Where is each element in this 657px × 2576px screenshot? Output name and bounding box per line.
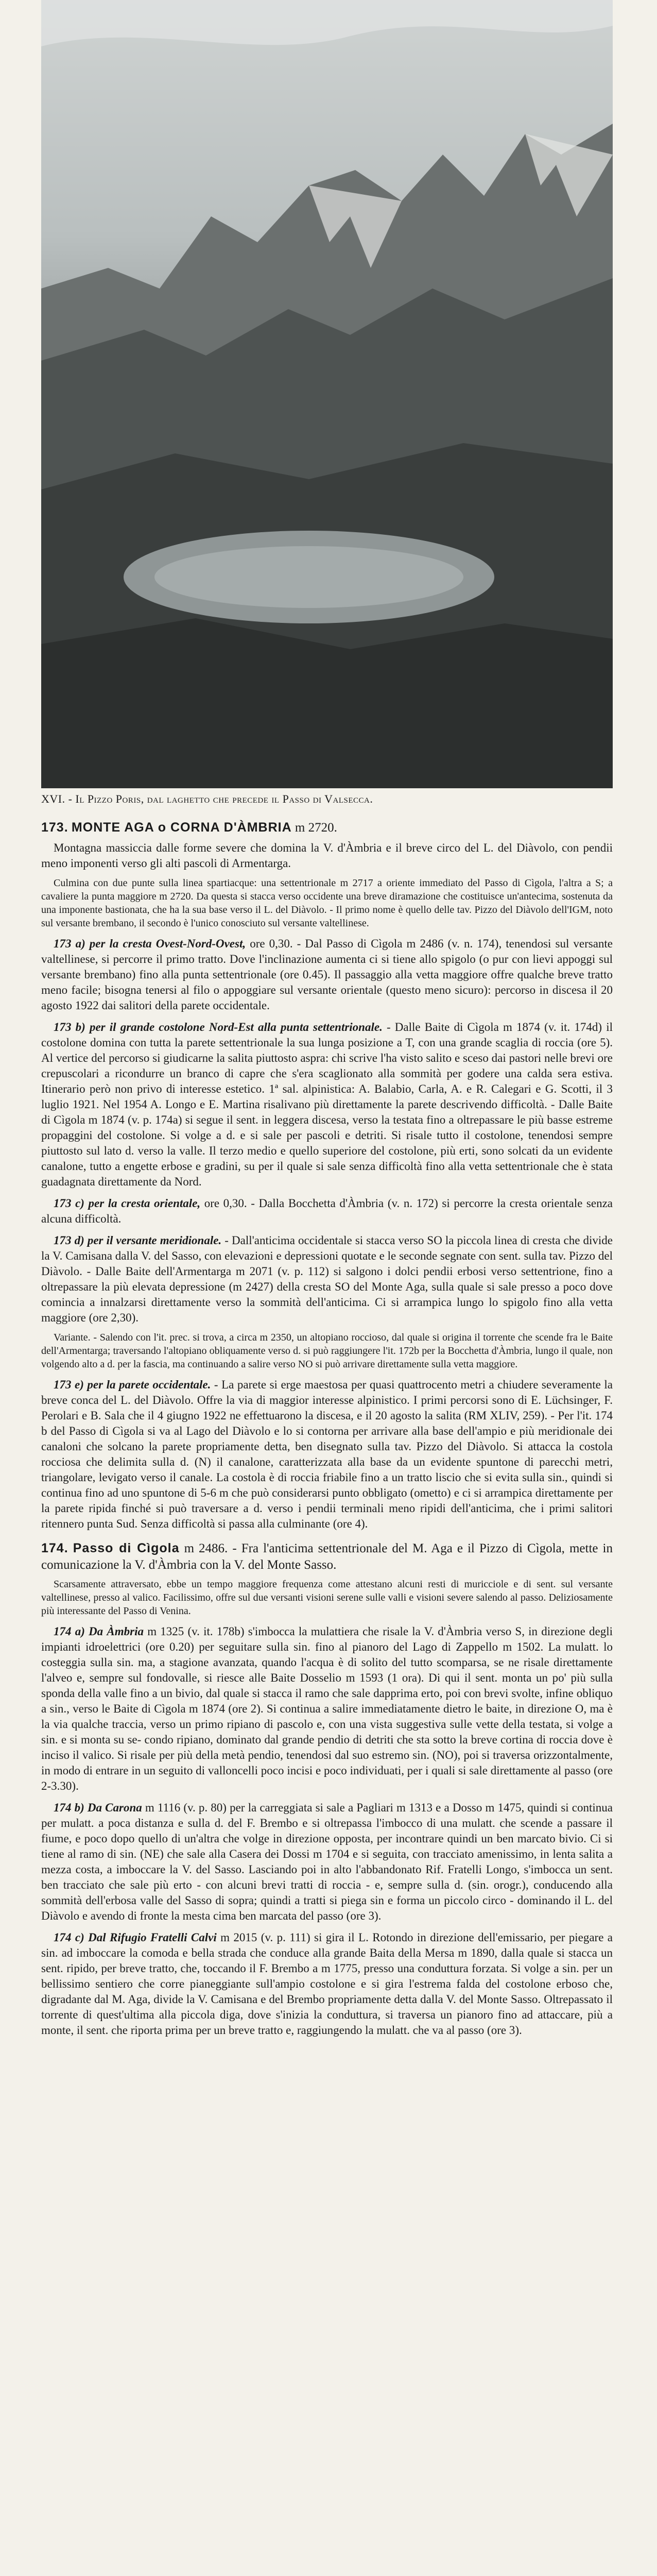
route-173d-text: - Dall'anticima occidentale si stacca verso SO la piccola linea di cresta che divide la V. Camisana dalla V. del Sasso, con elevazioni e depressioni quotate e le seconde segnate con sent. sulla tav. Pizzo del Diàvolo. - Dalle Baite dell'Armentarga m 2071 (v. p. 112) si salgono i dolci pendii erbosi verso settentrione, fino a oltrepassare la più elevata depressione (m 2427) della cresta SO del Monte Aga, sulla quale si sale presso a poco dove comincia a innalzarsi direttamente verso la sommità dell'anticima. Ci si arrampica lungo lo spigolo fino alla vetta maggiore (ore 2,30). (41, 1234, 613, 1324)
route-173-note: Culmina con due punte sulla linea spartiacque: una settentrionale m 2717 a oriente immediato del Passo di Cìgola, l'altra a S; a cavaliere la punta maggiore m 2720. Da questa si stacca verso occidente una breve diramazione che costituisce un'antecima, sostenuta da una imponente bastionata, che ha la sua base verso il L. del Diàvolo. - Il primo nome è quello delle tav. Pizzo del Diàvolo dell'IGM, noto sul versante brembano, il secondo è l'unico conosciuto sul versante valtellinese. (41, 877, 613, 929)
route-173c-text: ore 0,30. - Dalla Bocchetta d'Àmbria (v. n. 172) si percorre la cresta orientale senza alcuna difficoltà. (41, 1197, 613, 1225)
route-174a-text: m 1325 (v. it. 178b) s'imbocca la mulattiera che risale la V. d'Àmbria verso S, in direzione degli impianti idroelettrici (ore 0.20) per seguitare sulla sin. fino al pianoro del Lago di Zappello m 1502. La mulatt. lo costeggia sulla sin. ma, a stagione avanzata, quando l'acqua è di solito del tutto scomparsa, se ne risale direttamente l'alveo e, sempre sul fondovalle, si riesce alle Baite Dosselio m 1593 (1 ora). Di qui il sent. monta un po' più sulla sponda della valle fino a un bivio, dal quale si stacca il ramo che sale dapprima erto, poi con brevi svolte, infine obliquo a sin., verso le Baite di Cìgola m 1874 (ore 2). Si continua a salire immediatamente dietro le baite, in direzione O, ma è la via qualche traccia, verso un primo ripiano di pascolo e, con una vista suggestiva sulle vette della testata, si volge a sin. e si monta su se- condo ripiano, dominato dal grande pendio di detriti che sta sotto la breve cortina di roccia dove è inciso il valico. Si risale per più della metà pendio, tenendosi dal suo estremo sin. (NO), poi si traversa orizzontalmente, in modo di entrare in un seguito di valloncelli poco incisi e poco individuati, per i quali si sale direttamente al passo (ore 2-3.30). (41, 1625, 613, 1792)
route-173a-text: ore 0,30. - Dal Passo di Cìgola m 2486 (v. n. 174), tenendosi sul versante valtellinese, si percorre il primo tratto. Dove l'inclinazione aumenta ci si tiene allo spigolo (o pur con lievi appoggi sul versante brembano) fino alla punta settentrionale (ore 0.45). Il passaggio alla vetta maggiore offre qualche breve tratto meno facile; bisogna tenersi al filo o appoggiare sul versante orientale (questo meno sicuro): percorso in discesa il 20 agosto 1922 dai salitori della parete occidentale. (41, 937, 613, 1012)
photo-caption: XVI. - Il Pizzo Poris, dal laghetto che precede il Passo di Valsecca. (41, 792, 373, 805)
route-174-description: m 2486. - Fra l'anticima settentrionale del M. Aga e il Pizzo di Cìgola, mette in comunicazione la V. d'Àmbria con la V. del Monte Sasso. (41, 1541, 613, 1572)
route-174a-label: 174 a) Da Àmbria (54, 1625, 144, 1638)
mountain-landscape-image (41, 0, 613, 788)
route-173a (41, 936, 613, 1013)
route-174-note: Scarsamente attraversato, ebbe un tempo maggiore frequenza come attestano alcuni resti di muricciole e di sent. sul versante valtellinese, presso al valico. Facilissimo, offre sul due versanti visioni serene sulle valli e visioni severe salendo al passo. Deliziosamente più interessante del Passo di Venina. (41, 1579, 613, 1617)
route-173c-label: 173 c) per la cresta orientale, (54, 1197, 201, 1210)
route-174c-label: 174 c) Dal Rifugio Fratelli Calvi (54, 1931, 217, 1944)
route-173e-text: - La parete si erge maestosa per quasi quattrocento metri a chiudere severamente la breve conca del L. del Diàvolo. Offre la via di maggior interesse alpinistico. I primi percorsi sono di E. Lüchsinger, F. Perolari e B. Sala che il 4 giugno 1922 ne effettuarono la discesa, e il 20 agosto la salita (RM XLIV, 259). - Per l'it. 174 b del Passo di Cìgola si va al Lago del Diàvolo e lo si contorna per arrivare alla base dell'ampio e più meridionale dei canaloni che solcano la parete propriamente detta, ben disegnato sulla tav. Pizzo del Diàvolo. Si attacca la costola rocciosa che delimita sulla d. (N) il canalone, caratterizzata alla base da un evidente spuntone di parecchi metri, triangolare, levigato verso il canale. La costola è di roccia friabile fino a un tratto liscio che si evita sulla sin., quindi si continua fino ad uno spuntone di 5-6 m che può considerarsi punto obbligato (ometto) e ci si arrampica direttamente per la parete ripida finché si può traversare a d. verso i pendii terminali meno ripidi dell'anticima, che i primi salitori ritennero punta Sud. Senza difficoltà si passa alla culminante (ore 4). (41, 1378, 613, 1530)
route-174a (41, 1624, 613, 1794)
route-174-number: 174. (41, 1541, 68, 1555)
route-174c (41, 1930, 613, 2038)
route-173a-label: 173 a) per la cresta Ovest-Nord-Ovest, (54, 937, 246, 950)
route-173-altitude: m 2720. (295, 821, 337, 835)
route-173-intro: Montagna massiccia dalle forme severe che domina la V. d'Àmbria e il breve circo del L. del Diàvolo, con pendii meno imponenti verso gli alti pascoli di Armentarga. (41, 841, 613, 870)
mountain-photo (41, 0, 613, 788)
route-173e (41, 1377, 613, 1532)
route-173b-text: - Dalle Baite di Cìgola m 1874 (v. it. 174d) il costolone domina con tutta la parete settentrionale la sua lunga posizione a T, con una grande scaglia di roccia (ore 5). Al vertice del percorso si giudicarne la salita piuttosto aspra: chi scrive l'ha visto salito e sceso dai pastori nelle brevi ore crepuscolari a ricondurre un branco di capre che s'era scaglionato alla sommità per godere una calda sera estiva. Itinerario però non privo di interesse estetico. 1ª sal. alpinistica: A. Balabio, Carla, A. e R. Calegari e G. Scotti, il 3 luglio 1921. Nel 1954 A. Longo e E. Martina risalivano più direttamente la parete descrivendo difficoltà. - Dalle Baite di Cìgola m 1874 (v. p. 174a) si segue il sent. in leggera discesa, verso la testata fino a oltrepassare le più basse estreme propaggini del costolone. Si volge a d. e si sale per pascoli e detriti. Si risale tutto il costolone, tenendosi sempre piuttosto sul lato d. verso la valle. Il terzo medio e quello superiore del costolone, più erti, sono solcati da un evidente canalone, tutto a engette erbose e gradini, su per il quale si sale senza difficoltà fino alla vetta settentrionale che è stata guadagnata direttamente da Nord. (41, 1021, 613, 1188)
route-174c-text: m 2015 (v. p. 111) si gira il L. Rotondo in direzione dell'emissario, per piegare a sin. ad imboccare la comoda e bella strada che conduce alla grande Baita della Mersa m 1890, dalla quale si stacca un sent. ripido, per breve tratto, che, toccando il F. Brembo a m 1775, presso una conduttura forzata. Si volge a sin. per un bellissimo sentiero che corre pianeggiante sull'ampio costolone e si gira l'estrema falda del costolone erboso che, digradante dal M. Aga, divide la V. Camisana e del Brembo propriamente detta dalla V. del Monte Sasso. Oltrepassato il torrente di quest'ultima alla piccola diga, dove s'inizia la conduttura, si traversa un pianoro fino ad attaccare, più a monte, il sent. che riporta prima per un breve tratto e, raggiungendo la mulatt. che va al passo (ore 3). (41, 1931, 613, 2037)
route-173c (41, 1196, 613, 1227)
route-174b-label: 174 b) Da Carona (54, 1801, 142, 1814)
route-173-variant: Variante. - Salendo con l'it. prec. si trova, a circa m 2350, un altopiano roccioso, dal quale si origina il torrente che scende fra le Baite dell'Armentarga; traversando l'altopiano obliquamente verso d. si può raggiungere l'it. 172b per la Bocchetta d'Àmbria, lungo il quale, non volgendo alto a d. per la fascia, ma continuando a salire verso NO si può arrivare direttamente sulla vetta maggiore. (41, 1332, 613, 1370)
route-173b (41, 1020, 613, 1190)
route-173b-label: 173 b) per il grande costolone Nord-Est alla punta settentrionale. (54, 1021, 383, 1033)
route-173-heading (41, 819, 613, 836)
route-173d (41, 1233, 613, 1326)
route-174-heading (41, 1540, 613, 1573)
route-174b (41, 1800, 613, 1924)
route-173d-label: 173 d) per il versante meridionale. (54, 1234, 222, 1247)
route-174-title: Passo di Cìgola (73, 1541, 180, 1555)
route-173-title: MONTE AGA o CORNA D'ÀMBRIA (71, 820, 292, 835)
guide-text-column (41, 819, 613, 2043)
route-174b-text: m 1116 (v. p. 80) per la carreggiata si sale a Pagliari m 1313 e a Dosso m 1475, quindi si continua per mulatt. a poca distanza e sulla d. del F. Brembo e si oltrepassa l'imbocco di una mulatt. che scende a passare il fiume, e poco dopo quello di un'altra che volge in direzione opposta, per incontrare quindi un ben marcato bivio. Ci si tiene al ramo di sin. (NE) che sale alla Casera dei Dossi m 1704 e si seguita, con tracciato amenissimo, in lenta salita a mezza costa, a imboccare la V. del Sasso. Lasciando poi in alto l'abbandonato Rif. Fratelli Longo, s'imbocca un sent. ben tracciato che sale più erto - con alcuni brevi tratti di roccia - e, sempre sulla d. (sin. orogr.), conducendo alla sommità dell'erbosa valle del Sasso di sopra; quindi a tratti si piega sin e forma un piccolo circo - dominando il L. del Diàvolo e avendo di fronte la mesta cima ben marcata del passo (ore 3). (41, 1801, 613, 1922)
route-173-number: 173. (41, 820, 68, 835)
route-173e-label: 173 e) per la parete occidentale. (54, 1378, 211, 1391)
